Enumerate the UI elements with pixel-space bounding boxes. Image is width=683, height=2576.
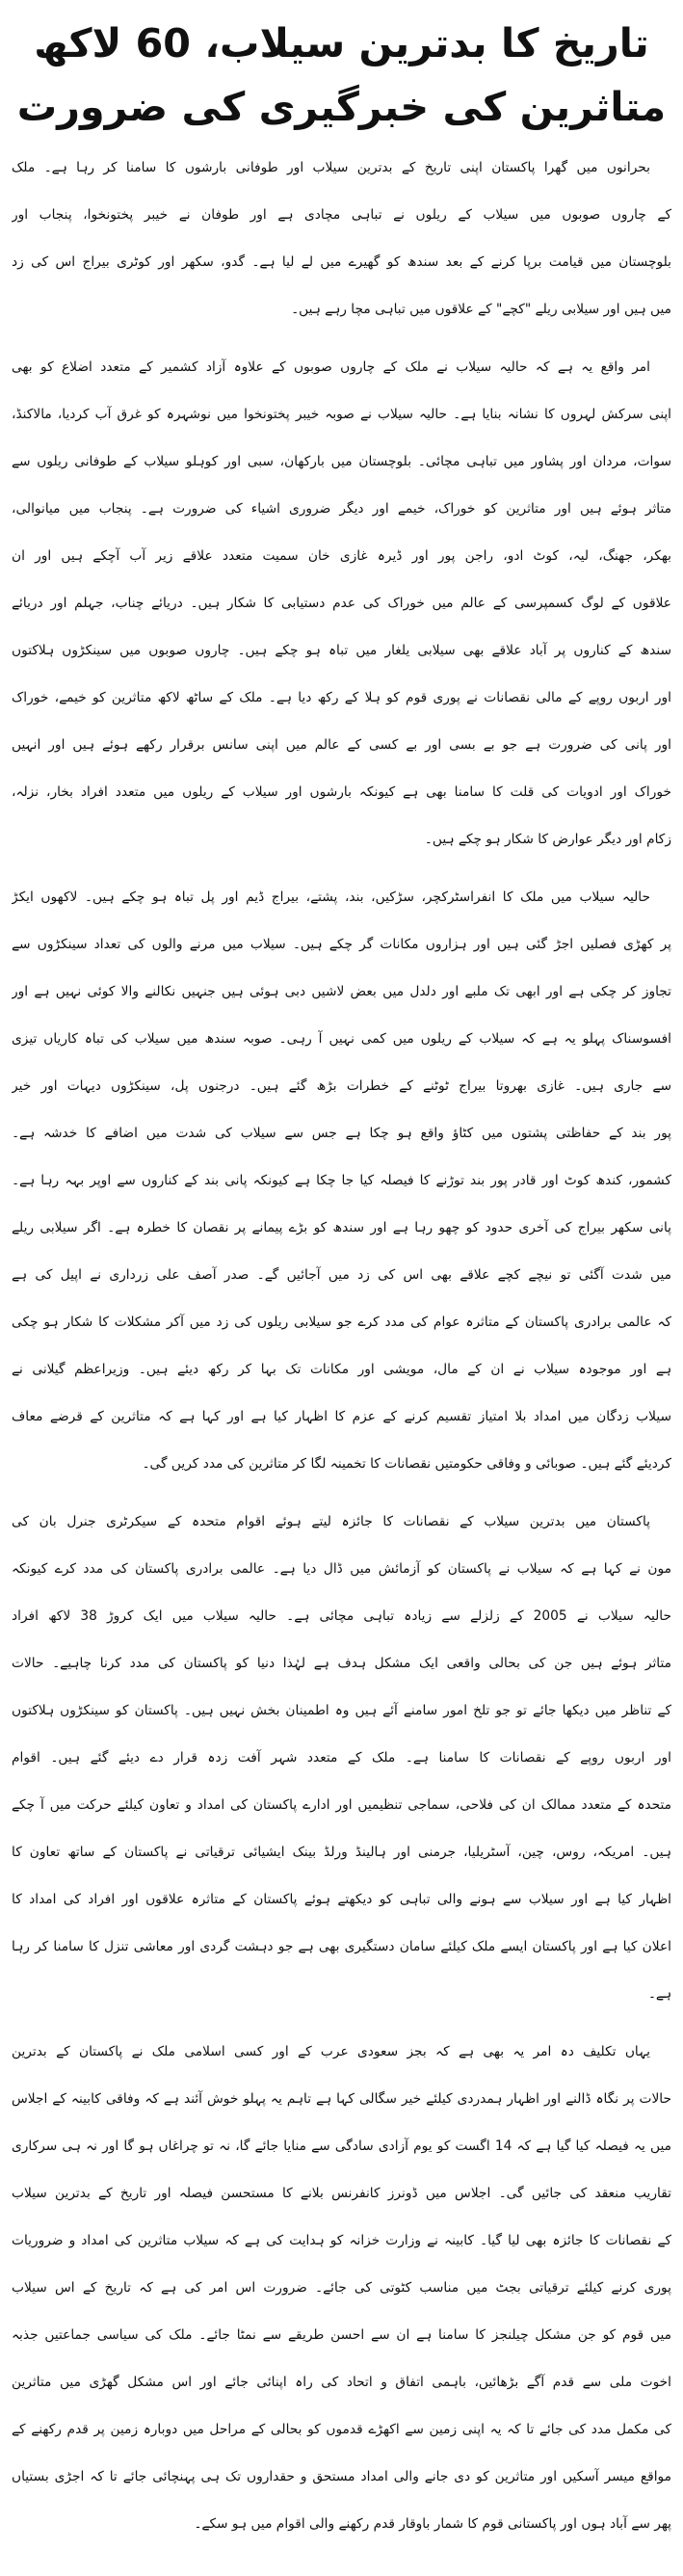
text-line: زکام اور دیگر عوارض کا شکار ہو چکے ہیں۔	[424, 832, 671, 847]
text-line: پاکستان میں بدترین سیلاب کے نقصانات کا جائزہ لیتے ہوئے اقوام متحدہ کے سیکرٹری جنرل بان کی	[12, 1514, 650, 1529]
headline-line-2: متاثرین کی خبرگیری کی ضرورت	[16, 84, 667, 130]
text-line: مون نے کہا ہے کہ سیلاب نے پاکستان کو آزمائش میں ڈال دیا ہے۔ عالمی برادری پاکستان کی مدد کرے کیونکہ	[12, 1561, 671, 1577]
text-line: تجاوز کر چکی ہے اور ابھی تک ملبے اور دلدل میں بعض لاشیں دبی ہوئی ہیں جنہیں نکالنے والا کوئی نہیں ہے اور	[12, 984, 671, 999]
text-line: میں یہ فیصلہ کیا گیا ہے کہ 14 اگست کو یوم آزادی سادگی سے منایا جائے گا، نہ تو چراغاں ہو گا اور نہ ہی سرکاری	[12, 2138, 671, 2154]
text-line: پھر سے آباد ہوں اور پاکستانی قوم کا شمار باوقار قدم رکھنے والی اقوام میں ہو سکے۔	[194, 2516, 671, 2532]
headline	[12, 8, 671, 143]
text-line: امر واقع یہ ہے کہ حالیہ سیلاب نے ملک کے چاروں صوبوں کے علاوہ آزاد کشمیر کے متعدد اضلاع کو بھی	[12, 359, 650, 375]
text-line: اظہار کیا ہے اور سیلاب سے ہونے والی تباہی کو دیکھتے ہوئے پاکستان کے متاثرہ علاقوں اور افراد کی امداد کا	[12, 1892, 671, 1907]
text-line: خوراک اور ادویات کی قلت کا سامنا بھی ہے کیونکہ بارشوں اور سیلاب کے ریلوں میں متعدد افراد بخار، نزلہ،	[12, 784, 671, 800]
text-line: سوات، مردان اور پشاور میں تباہی مچائی۔ بلوچستان میں بارکھان، سبی اور کوہلو سیلاب کے طوفانی ریلوں سے	[12, 454, 671, 469]
text-line: متاثر ہوئے ہیں جن کی بحالی واقعی ایک مشکل ہدف ہے لہٰذا دنیا کو پاکستان کی مدد کرنا چاہیے۔ حالات	[12, 1656, 671, 1671]
text-line: اور پانی کی ضرورت ہے جو بے بسی اور بے کسی کے عالم میں اپنی سانس برقرار رکھے ہوئے ہیں اور انہیں	[12, 737, 671, 753]
text-line: اور اربوں روپے کے نقصانات کا سامنا ہے۔ ملک کے متعدد شہر آفت زدہ قرار دے دیئے گئے ہیں۔ اقوام	[12, 1750, 671, 1766]
text-line: اور اربوں روپے کے مالی نقصانات نے پوری قوم کو ہلا کے رکھ دیا ہے۔ ملک کے ساٹھ لاکھ متاثرین کو خیمے، خوراک	[12, 690, 671, 705]
text-line: بھکر، جھنگ، لیہ، کوٹ ادو، راجن پور اور ڈیرہ غازی خان سمیت متعدد علاقے زیر آب آچکے ہیں اور ان	[12, 548, 671, 564]
text-line: متاثر ہوئے ہیں اور متاثرین کو خوراک، خیمے اور دیگر ضروری اشیاء کی ضرورت ہے۔ پنجاب میں میانوالی،	[12, 501, 671, 517]
paragraph	[12, 145, 671, 333]
text-line: سیلاب زدگان میں امداد بلا امتیاز تقسیم کرنے کے عزم کا اظہار کیا ہے اور کہا ہے کہ متاثرین کے قرضے معاف	[12, 1409, 671, 1424]
text-line: کے تناظر میں دیکھا جائے تو جو تلخ امور سامنے آئے ہیں وہ اطمینان بخش نہیں ہیں۔ پاکستان کو سینکڑوں ہلاکتوں	[12, 1703, 671, 1718]
text-line: پوری کرنے کیلئے ترقیاتی بجٹ میں مناسب کٹوتی کی جائے۔ ضرورت اس امر کی ہے کہ تاریخ کے اس سیلاب	[12, 2280, 671, 2296]
text-line: پر کھڑی فصلیں اجڑ گئی ہیں اور ہزاروں مکانات گر چکے ہیں۔ سیلاب میں مرنے والوں کی تعداد سینکڑوں سے	[12, 937, 671, 952]
text-line: تقاریب منعقد کی جائیں گی۔ اجلاس میں ڈونرز کانفرنس بلانے کا مستحسن فیصلہ اور تاریخ کے بدترین سیلاب	[12, 2186, 671, 2201]
text-line: یہاں تکلیف دہ امر یہ بھی ہے کہ بجز سعودی عرب کے اور کسی اسلامی ملک نے پاکستان کے بدترین	[12, 2044, 650, 2059]
text-line: میں قوم کو جن مشکل چیلنجز کا سامنا ہے ان سے احسن طریقے سے نمٹا جائے۔ ملک کی سیاسی جماعتیں جذبہ	[12, 2327, 671, 2343]
text-line: ہے اور موجودہ سیلاب نے ان کے مال، مویشی اور مکانات تک بہا کر رکھ دیئے ہیں۔ وزیراعظم گیلانی نے	[12, 1362, 671, 1377]
text-line: کہ عالمی برادری پاکستان کے متاثرہ عوام کی مدد کرے جو سیلابی ریلوں کی زد میں آکر مشکلات کا شکار ہو چکی	[12, 1315, 671, 1330]
headline-line-1: تاریخ کا بدترین سیلاب، 60 لاکھ	[34, 20, 649, 66]
text-line: کشمور، کندھ کوٹ اور قادر پور بند توڑنے کا فیصلہ کیا جا چکا ہے کیونکہ پانی بند کے کناروں سے اوپر بہہ رہا ہے۔	[12, 1173, 671, 1188]
text-line: افسوسناک پہلو یہ ہے کہ سیلاب کے ریلوں میں کمی نہیں آ رہی۔ صوبہ سندھ میں سیلاب کی تباہ کاریاں تیزی	[12, 1031, 671, 1047]
text-line: پانی سکھر بیراج کی آخری حدود کو چھو رہا ہے اور سندھ کو بڑے پیمانے پر نقصان کا خطرہ ہے۔ اگر سیلابی ریلے	[12, 1220, 671, 1235]
text-line: سے جاری ہیں۔ غازی بھروتا بیراج ٹوٹنے کے خطرات بڑھ گئے ہیں۔ درجنوں پل، سینکڑوں دیہات اور خیر	[12, 1078, 671, 1094]
text-line: مواقع میسر آسکیں اور متاثرین کو دی جانے والی امداد مستحق و حقداروں تک ہی پہنچائی جائے تا کہ اجڑی بستیاں	[12, 2469, 671, 2484]
text-line: کی مکمل مدد کی جائے تا کہ یہ اپنی زمین سے اکھڑے قدموں کو بحالی کے مراحل میں دوبارہ زمین پر قدم رکھنے کے	[12, 2422, 671, 2437]
text-line: پور بند کے حفاظتی پشتوں میں کٹاؤ واقع ہو چکا ہے جس سے سیلاب کی شدت میں اضافے کا خدشہ ہے۔	[12, 1126, 671, 1141]
article-body	[12, 145, 671, 2548]
text-line: میں ہیں اور سیلابی ریلے "کچے" کے علاقوں میں تباہی مچا رہے ہیں۔	[291, 302, 671, 317]
text-line: میں شدت آگئی تو نیچے کچے علاقے بھی اس کی زد میں آجائیں گے۔ صدر آصف علی زرداری نے اپیل کی ہے	[12, 1267, 671, 1283]
text-line: ہے۔	[647, 1986, 671, 2002]
text-line: علاقوں کے لوگ کسمپرسی کے عالم میں خوراک کی عدم دستیابی کا شکار ہیں۔ دریائے چناب، جہلم اور دریائے	[12, 596, 671, 611]
paragraph	[12, 874, 671, 1488]
text-line: حالات پر نگاہ ڈالنے اور اظہار ہمدردی کیلئے خیر سگالی کہا ہے تاہم یہ پہلو خوش آئند ہے کہ وفاقی کابینہ کے اجلاس	[12, 2091, 671, 2107]
paragraph	[12, 1499, 671, 2018]
text-line: بحرانوں میں گھرا پاکستان اپنی تاریخ کے بدترین سیلاب اور طوفانی بارشوں کا سامنا کر رہا ہے۔ ملک	[12, 160, 650, 175]
text-line: سندھ کے کناروں پر آباد علاقے بھی سیلابی یلغار میں تباہ ہو چکے ہیں۔ چاروں صوبوں میں سینکڑوں ہلاکتوں	[12, 643, 671, 658]
paragraph	[12, 344, 671, 863]
text-line: حالیہ سیلاب نے 2005 کے زلزلے سے زیادہ تباہی مچائی ہے۔ حالیہ سیلاب میں ایک کروڑ 38 لاکھ افراد	[12, 1608, 671, 1624]
text-line: بلوچستان میں قیامت برپا کرنے کے بعد سندھ کو گھیرے میں لے لیا ہے۔ گدو، سکھر اور کوٹری بیراج اس کی زد	[12, 254, 671, 270]
paragraph	[12, 2029, 671, 2548]
text-line: کردیئے گئے ہیں۔ صوبائی و وفاقی حکومتیں نقصانات کا تخمینہ لگا کر متاثرین کی مدد کریں گی۔	[142, 1456, 671, 1472]
text-line: کے چاروں صوبوں میں سیلاب کے ریلوں نے تباہی مچادی ہے اور طوفان نے خیبر پختونخوا، پنجاب اور	[12, 207, 671, 223]
text-line: حالیہ سیلاب میں ملک کا انفراسٹرکچر، سڑکیں، بند، پشتے، بیراج ڈیم اور پل تباہ ہو چکے ہیں۔ لاکھوں ایکڑ	[12, 890, 650, 905]
text-line: اعلان کیا ہے اور پاکستان ایسے ملک کیلئے سامان دستگیری بھی ہے جو دہشت گردی اور معاشی تنزل کا سامنا کر رہا	[12, 1939, 671, 1954]
text-line: اپنی سرکش لہروں کا نشانہ بنایا ہے۔ حالیہ سیلاب نے صوبہ خیبر پختونخوا میں نوشہرہ کو غرق آب کردیا، مالاکنڈ،	[12, 407, 671, 422]
text-line: ہیں۔ امریکہ، روس، چین، آسٹریلیا، جرمنی اور ہالینڈ ورلڈ بینک ایشیائی ترقیاتی نے پاکستان کے ساتھ تعاون کا	[12, 1845, 671, 1860]
text-line: اخوت ملی سے قدم آگے بڑھائیں، باہمی اتفاق و اتحاد کی راہ اپنائی جائے اور اس مشکل گھڑی میں متاثرین	[12, 2375, 671, 2390]
text-line: کے نقصانات کا جائزہ بھی لیا گیا۔ کابینہ نے وزارت خزانہ کو ہدایت کی ہے کہ سیلاب متاثرین کی امداد و ضروریات	[12, 2233, 671, 2248]
text-line: متحدہ کے متعدد ممالک ان کی فلاحی، سماجی تنظیمیں اور ادارے پاکستان کی امداد و تعاون کیلئے حرکت میں آ چکے	[12, 1797, 671, 1813]
